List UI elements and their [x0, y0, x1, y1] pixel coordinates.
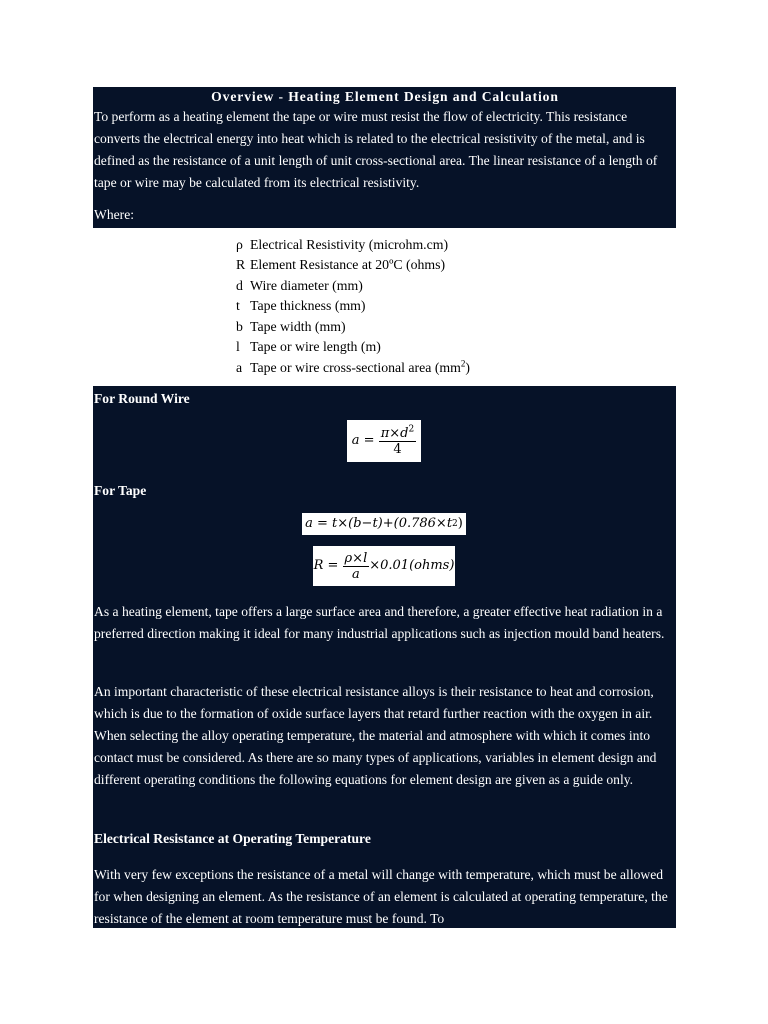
formula-denominator: 4	[393, 441, 402, 457]
variable-description: Tape width (mm)	[250, 319, 346, 334]
variable-description: Wire diameter (mm)	[250, 278, 363, 293]
formula-tail: )	[457, 516, 463, 531]
resistance-formula	[313, 546, 455, 586]
intro-section	[93, 87, 676, 228]
tape-area-formula: a = t×(b−t)+(0.786×t 2 )	[302, 513, 466, 535]
variable-row	[236, 255, 445, 275]
formula-denominator: a	[352, 566, 360, 582]
variable-description: Tape thickness (mm)	[250, 298, 366, 313]
variable-row	[236, 235, 448, 255]
page-title: Overview - Heating Element Design and Calculation	[211, 89, 559, 104]
operating-temperature-heading: Electrical Resistance at Operating Temperature	[94, 831, 371, 846]
round-wire-area-formula	[347, 420, 421, 462]
variable-symbol: t	[236, 298, 240, 313]
variable-row	[236, 296, 366, 316]
variable-symbol: l	[236, 339, 240, 354]
intro-paragraph: To perform as a heating element the tape or wire must resist the flow of electricity. This resistance converts the electrical energy into heat which is related to the electrical resistivity of the metal, and is defined as the resistance of a unit length of unit cross-sectional area. The linear resistance of a length of tape or wire may be calculated from its electrical resistivity.	[94, 109, 658, 190]
variable-symbol: a	[236, 360, 243, 375]
formulas-section	[93, 386, 676, 928]
variable-description: Element Resistance at 20ºC (ohms)	[250, 257, 446, 272]
variable-row	[236, 358, 470, 378]
variable-description: Tape or wire length (m)	[250, 339, 381, 354]
variable-description: Electrical Resistivity (microhm.cm)	[250, 237, 449, 252]
variable-description-tail: )	[465, 360, 470, 375]
tape-paragraph: As a heating element, tape offers a large surface area and therefore, a greater effective heat radiation in a preferred direction making it ideal for many industrial applications such as injection mould band heaters.	[94, 604, 665, 641]
tape-heading: For Tape	[94, 483, 147, 498]
formula-numerator: ρ×l	[344, 550, 368, 566]
variable-symbol: d	[236, 278, 243, 293]
round-wire-heading: For Round Wire	[94, 391, 190, 406]
document-page	[93, 87, 676, 928]
variable-symbol: R	[236, 257, 246, 272]
superscript: 2	[408, 424, 415, 435]
variable-row	[236, 317, 346, 337]
formula-fraction	[343, 551, 370, 582]
superscript: 2	[460, 358, 466, 369]
formula-text: a = t×(b−t)+(0.786×t	[305, 516, 453, 531]
variable-row	[236, 337, 381, 357]
formula-fraction	[379, 426, 417, 457]
where-label: Where:	[94, 207, 134, 222]
formula-lhs: R =	[313, 558, 339, 573]
operating-temperature-paragraph: With very few exceptions the resistance of a metal will change with temperature, which must be allowed for when designing an element. As the resistance of an element is calculated at operating temperature, the resistance of the element at room temperature must be found. To	[94, 867, 668, 926]
variable-list	[93, 228, 676, 386]
alloys-paragraph: An important characteristic of these electrical resistance alloys is their resistance to heat and corrosion, which is due to the formation of oxide surface layers that retard further reaction with the oxygen in air. When selecting the alloy operating temperature, the material and atmosphere with which it comes into contact must be considered. As there are so many types of applications, variables in element design and different operating conditions the following equations for element design are given as a guide only.	[94, 684, 657, 787]
variable-row	[236, 276, 363, 296]
variable-symbol: b	[236, 319, 243, 334]
variable-symbol: ρ	[236, 237, 243, 252]
variable-description: Tape or wire cross-sectional area (mm	[250, 360, 461, 375]
formula-rhs: ×0.01(ohms)	[369, 558, 455, 573]
formula-lhs: a =	[351, 433, 375, 448]
formula-numerator: π×d	[380, 425, 409, 441]
